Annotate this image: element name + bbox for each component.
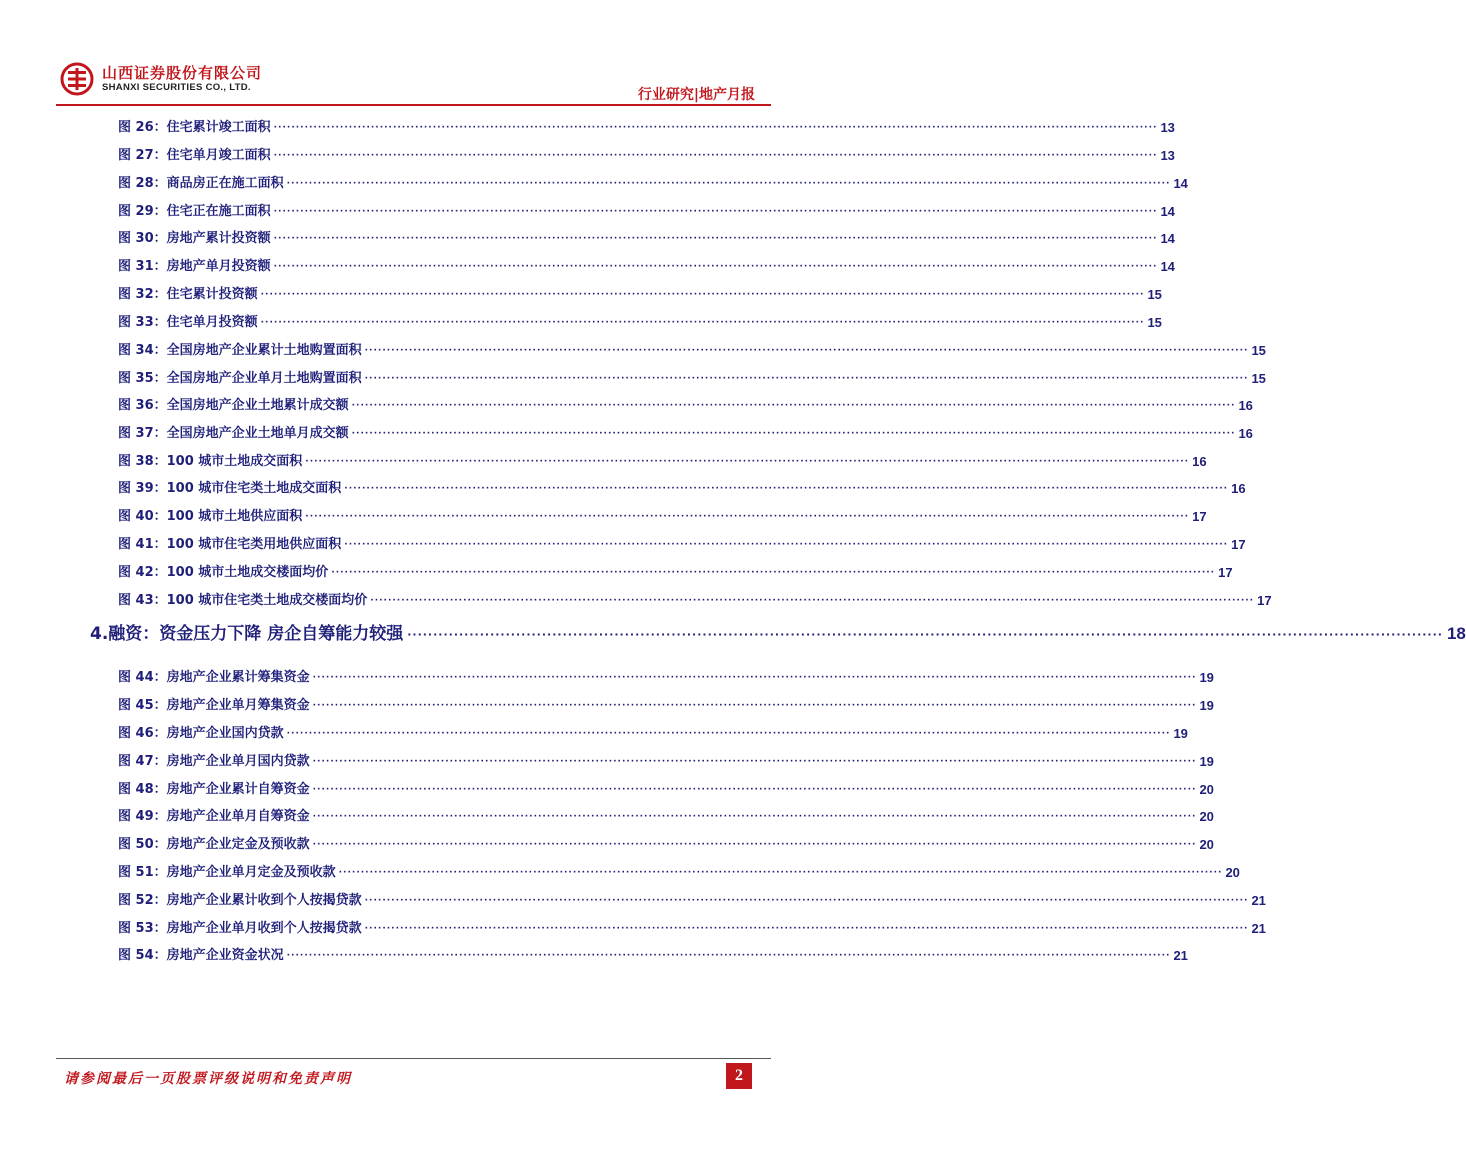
leader-dots: ········································································································································································································ <box>407 628 1443 641</box>
toc-entry[interactable] <box>118 226 1175 246</box>
page-ref: 21 <box>1173 948 1188 963</box>
figure-number: 图 30： <box>118 231 167 246</box>
leader-dots: ········································································································································································································ <box>273 262 1158 272</box>
figure-number: 图 43： <box>118 593 167 608</box>
figure-title: 全国房地产企业土地单月成交额 <box>166 426 349 441</box>
figure-title: 房地产企业累计收到个人按揭贷款 <box>166 893 362 908</box>
page-ref: 15 <box>1251 371 1266 386</box>
leader-dots: ········································································································································································································ <box>364 924 1249 934</box>
figure-number: 图 27： <box>118 148 167 163</box>
leader-dots: ········································································································································································································ <box>286 951 1171 961</box>
leader-dots: ········································································································································································································ <box>331 568 1216 578</box>
figure-number: 图 39： <box>118 481 167 496</box>
toc-entry[interactable] <box>118 504 1207 524</box>
page-ref: 19 <box>1199 670 1214 685</box>
page-ref: 15 <box>1147 287 1162 302</box>
page-number: 2 <box>726 1063 752 1089</box>
toc-entry[interactable] <box>118 476 1246 496</box>
toc-entry[interactable] <box>118 171 1188 191</box>
page-ref: 13 <box>1160 120 1175 135</box>
toc-entry[interactable] <box>118 721 1188 741</box>
figure-number: 图 47： <box>118 754 167 769</box>
leader-dots: ········································································································································································································ <box>312 673 1197 683</box>
page-ref: 16 <box>1231 481 1246 496</box>
figure-number: 图 26： <box>118 120 167 135</box>
figure-number: 图 37： <box>118 426 167 441</box>
figure-number: 图 42： <box>118 565 167 580</box>
page-ref: 20 <box>1199 782 1214 797</box>
toc-entry[interactable] <box>118 832 1214 852</box>
figure-number: 图 53： <box>118 921 167 936</box>
figure-title: 100 城市住宅类土地成交楼面均价 <box>166 593 368 608</box>
figure-number: 图 48： <box>118 782 167 797</box>
toc-entry[interactable] <box>118 860 1240 880</box>
page-ref: 14 <box>1173 176 1188 191</box>
figure-title: 房地产企业定金及预收款 <box>166 837 310 852</box>
figure-title: 住宅累计竣工面积 <box>166 120 271 135</box>
page-ref: 17 <box>1257 593 1272 608</box>
figure-title: 房地产企业累计自筹资金 <box>166 782 310 797</box>
page-ref: 19 <box>1199 754 1214 769</box>
toc-entry[interactable] <box>118 310 1162 330</box>
figure-title: 100 城市土地供应面积 <box>166 509 303 524</box>
leader-dots: ········································································································································································································ <box>312 785 1197 795</box>
figure-number: 图 34： <box>118 343 167 358</box>
page-ref: 15 <box>1251 343 1266 358</box>
figure-number: 图 45： <box>118 698 167 713</box>
header-divider <box>56 104 771 106</box>
page-ref: 21 <box>1251 893 1266 908</box>
leader-dots: ········································································································································································································ <box>260 290 1145 300</box>
figure-title: 100 城市土地成交楼面均价 <box>166 565 329 580</box>
page-ref: 17 <box>1218 565 1233 580</box>
leader-dots: ········································································································································································································ <box>273 151 1158 161</box>
figure-title: 住宅累计投资额 <box>166 287 258 302</box>
page-ref: 14 <box>1160 231 1175 246</box>
figure-number: 图 29： <box>118 204 167 219</box>
page-ref: 20 <box>1225 865 1240 880</box>
toc-entry[interactable] <box>118 749 1214 769</box>
leader-dots: ········································································································································································································ <box>273 234 1158 244</box>
shanxi-securities-logo-icon <box>60 62 94 96</box>
page-ref: 20 <box>1199 809 1214 824</box>
figure-number: 图 28： <box>118 176 167 191</box>
toc-entry[interactable] <box>118 943 1188 963</box>
leader-dots: ········································································································································································································ <box>312 701 1197 711</box>
toc-entry[interactable] <box>118 693 1214 713</box>
leader-dots: ········································································································································································································ <box>273 207 1158 217</box>
figure-number: 图 51： <box>118 865 167 880</box>
figure-number: 图 50： <box>118 837 167 852</box>
toc-entry[interactable] <box>118 254 1175 274</box>
figure-number: 图 49： <box>118 809 167 824</box>
page-ref: 13 <box>1160 148 1175 163</box>
toc-entry[interactable] <box>118 665 1214 685</box>
page-ref: 20 <box>1199 837 1214 852</box>
toc-entry[interactable] <box>118 282 1162 302</box>
leader-dots: ········································································································································································································ <box>364 374 1249 384</box>
leader-dots: ········································································································································································································ <box>364 346 1249 356</box>
leader-dots: ········································································································································································································ <box>370 596 1255 606</box>
figure-number: 图 41： <box>118 537 167 552</box>
figure-number: 图 52： <box>118 893 167 908</box>
figure-title: 住宅正在施工面积 <box>166 204 271 219</box>
page-ref: 19 <box>1173 726 1188 741</box>
leader-dots: ········································································································································································································ <box>351 429 1236 439</box>
page-ref: 15 <box>1147 315 1162 330</box>
figure-title: 全国房地产企业单月土地购置面积 <box>166 371 362 386</box>
figure-title: 全国房地产企业累计土地购置面积 <box>166 343 362 358</box>
figure-title: 房地产企业累计筹集资金 <box>166 670 310 685</box>
leader-dots: ········································································································································································································ <box>338 868 1223 878</box>
figure-title: 房地产企业单月收到个人按揭贷款 <box>166 921 362 936</box>
toc-entry[interactable] <box>118 804 1214 824</box>
toc-entry[interactable] <box>118 888 1266 908</box>
leader-dots: ········································································································································································································ <box>312 757 1197 767</box>
figure-number: 图 46： <box>118 726 167 741</box>
leader-dots: ········································································································································································································ <box>273 123 1158 133</box>
toc-entry[interactable] <box>118 393 1253 413</box>
figure-title: 商品房正在施工面积 <box>166 176 284 191</box>
report-type: 行业研究|地产月报 <box>637 87 755 103</box>
figure-number: 图 31： <box>118 259 167 274</box>
disclaimer-text: 请参阅最后一页股票评级说明和免责声明 <box>64 1071 352 1087</box>
leader-dots: ········································································································································································································ <box>286 179 1171 189</box>
figure-title: 房地产企业单月国内贷款 <box>166 754 310 769</box>
figure-title: 房地产累计投资额 <box>166 231 271 246</box>
leader-dots: ········································································································································································································ <box>305 457 1190 467</box>
leader-dots: ········································································································································································································ <box>364 896 1249 906</box>
leader-dots: ········································································································································································································ <box>286 729 1171 739</box>
page-ref: 16 <box>1192 454 1207 469</box>
figure-number: 图 44： <box>118 670 167 685</box>
figure-title: 100 城市住宅类土地成交面积 <box>166 481 342 496</box>
page-header <box>0 0 827 110</box>
footer-divider <box>56 1058 771 1059</box>
figure-title: 房地产企业单月筹集资金 <box>166 698 310 713</box>
leader-dots: ········································································································································································································ <box>312 840 1197 850</box>
figure-number: 图 40： <box>118 509 167 524</box>
figure-title: 住宅单月投资额 <box>166 315 258 330</box>
toc-entry[interactable] <box>118 588 1272 608</box>
page-ref: 21 <box>1251 921 1266 936</box>
page-ref: 14 <box>1160 259 1175 274</box>
page-ref: 19 <box>1199 698 1214 713</box>
toc-entry[interactable] <box>118 115 1175 135</box>
figure-title: 房地产企业单月定金及预收款 <box>166 865 336 880</box>
toc-entry[interactable] <box>118 449 1207 469</box>
page-ref: 14 <box>1160 204 1175 219</box>
toc-entry[interactable] <box>118 199 1175 219</box>
figure-number: 图 35： <box>118 371 167 386</box>
figure-title: 全国房地产企业土地累计成交额 <box>166 398 349 413</box>
toc-entry[interactable] <box>118 532 1246 552</box>
leader-dots: ········································································································································································································ <box>305 512 1190 522</box>
toc-entry[interactable] <box>118 560 1233 580</box>
toc-entry[interactable] <box>118 916 1266 936</box>
toc-entry[interactable] <box>118 366 1266 386</box>
figure-number: 图 36： <box>118 398 167 413</box>
section-title: 4.融资：资金压力下降 房企自筹能力较强 <box>90 624 404 644</box>
figure-title: 房地产企业单月自筹资金 <box>166 809 310 824</box>
toc-entry[interactable] <box>118 777 1214 797</box>
leader-dots: ········································································································································································································ <box>312 812 1197 822</box>
leader-dots: ········································································································································································································ <box>344 540 1229 550</box>
figure-number: 图 54： <box>118 948 167 963</box>
figure-title: 房地产单月投资额 <box>166 259 271 274</box>
leader-dots: ········································································································································································································ <box>344 484 1229 494</box>
figure-number: 图 32： <box>118 287 167 302</box>
page-ref: 17 <box>1231 537 1246 552</box>
toc-entry[interactable] <box>118 143 1175 163</box>
figure-number: 图 33： <box>118 315 167 330</box>
toc-entry[interactable] <box>118 338 1266 358</box>
page-ref: 18 <box>1446 624 1466 643</box>
figure-title: 房地产企业国内贷款 <box>166 726 284 741</box>
page-ref: 16 <box>1238 426 1253 441</box>
leader-dots: ········································································································································································································ <box>260 318 1145 328</box>
figure-title: 住宅单月竣工面积 <box>166 148 271 163</box>
company-name-cn: 山西证券股份有限公司 <box>102 64 263 82</box>
toc-section-entry[interactable] <box>90 620 1466 644</box>
page-ref: 16 <box>1238 398 1253 413</box>
toc-entry[interactable] <box>118 421 1253 441</box>
figure-number: 图 38： <box>118 454 167 469</box>
figure-title: 100 城市土地成交面积 <box>166 454 303 469</box>
page-ref: 17 <box>1192 509 1207 524</box>
leader-dots: ········································································································································································································ <box>351 401 1236 411</box>
figure-title: 房地产企业资金状况 <box>166 948 284 963</box>
company-name-en: SHANXI SECURITIES CO., LTD. <box>102 82 251 93</box>
figure-title: 100 城市住宅类用地供应面积 <box>166 537 342 552</box>
